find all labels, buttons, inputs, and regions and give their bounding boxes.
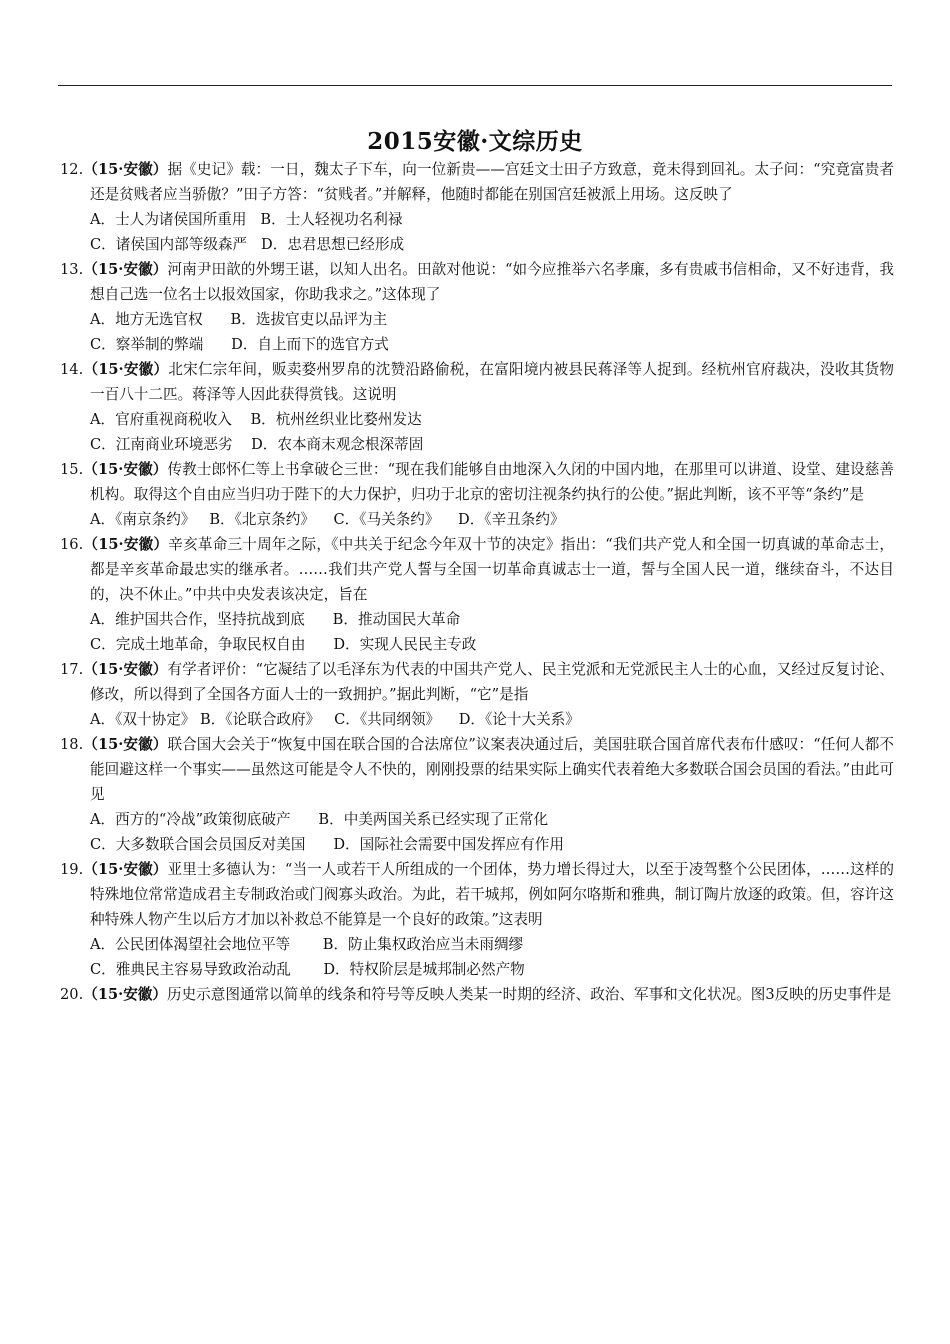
option-line: C．雅典民主容易导致政治动乱 D．特权阶层是城邦制必然产物 <box>90 961 525 978</box>
option-line: A．地方无选官权 B．选拔官吏以品评为主 <box>90 311 388 328</box>
question-stem: 亚里士多德认为：“当一人或若干人所组成的一个团体，势力增长得过大，以至于凌驾整个公民团体，……这样的特殊地位常常造成君主专制政治或门阀寡头政治。为此，若干城邦，例如阿尔咯斯和雅典，制订陶片放逐的政策。但，容许这种特殊人物产生以后方才加以补救总不能算是一个良好的政策。”这表明 <box>90 861 895 928</box>
question-12 <box>60 157 894 257</box>
question-number: 17. <box>60 661 84 678</box>
option-line: A．士人为诸侯国所重用 B．士人轻视功名利禄 <box>90 211 403 228</box>
question-number: 13. <box>60 261 84 278</box>
option-line: C．江南商业环境恶劣 D．农本商末观念根深蒂固 <box>90 436 424 453</box>
header-rule <box>58 85 892 86</box>
option-line: C．大多数联合国会员国反对美国 D．国际社会需要中国发挥应有作用 <box>90 836 564 853</box>
question-stem: 有学者评价：“它凝结了以毛泽东为代表的中国共产党人、民主党派和无党派民主人士的心血，又经过反复讨论、修改，所以得到了全国各方面人士的一致拥护。”据此判断，“它”是指 <box>90 661 895 703</box>
source-tag: （15·安徽） <box>83 536 169 553</box>
question-number: 15. <box>60 461 84 478</box>
question-number: 19. <box>60 861 84 878</box>
source-tag: （15·安徽） <box>83 161 168 178</box>
question-stem: 传教士郎怀仁等上书拿破仑三世：“现在我们能够自由地深入久闭的中国内地，在那里可以讲道、设堂、建设慈善机构。取得这个自由应当归功于陛下的大力保护，归功于北京的密切注视条约执行的公使。”据此判断，该不平等“条约”是 <box>90 461 895 503</box>
question-number: 14. <box>60 361 84 378</box>
option-line: A．《双十协定》 B．《论联合政府》 C．《共同纲领》 D．《论十大关系》 <box>90 711 580 728</box>
option-line: A．《南京条约》 B．《北京条约》 C．《马关条约》 D．《辛丑条约》 <box>90 511 565 528</box>
question-stem: 北宋仁宗年间，贩卖婺州罗帛的沈赞沿路偷税，在富阳境内被县民蒋泽等人捉到。经杭州官府裁决，没收其货物一百八十二匹。蒋泽等人因此获得赏钱。这说明 <box>90 361 894 403</box>
question-number: 18. <box>60 736 84 753</box>
source-tag: （15·安徽） <box>83 461 168 478</box>
question-17 <box>60 657 894 732</box>
source-tag: （15·安徽） <box>83 986 167 1003</box>
question-stem: 河南尹田歆的外甥王谌，以知人出名。田歆对他说：“如今应推举六名孝廉，多有贵戚书信相命，又不好违背，我想自己选一位名士以报效国家，你助我求之。”这体现了 <box>90 261 895 303</box>
option-line: C．察举制的弊端 D．自上而下的选官方式 <box>90 336 389 353</box>
question-number: 16. <box>60 536 84 553</box>
question-stem: 据《史记》载：一日，魏太子下车，向一位新贵——宫廷文士田子方致意，竟未得到回礼。太子问：“究竟富贵者还是贫贱者应当骄傲？”田子方答：“贫贱者。”并解释，他随时都能在别国宫廷被派上用场。这反映了 <box>90 161 895 203</box>
option-line: C．诸侯国内部等级森严 D．忠君思想已经形成 <box>90 236 405 253</box>
question-14 <box>60 357 894 457</box>
option-line: A．西方的“冷战”政策彻底破产 B．中美两国关系已经实现了正常化 <box>90 811 549 828</box>
question-number: 12. <box>60 161 84 178</box>
question-number: 20. <box>60 986 84 1003</box>
option-line: C．完成土地革命，争取民权自由 D．实现人民民主专政 <box>90 636 477 653</box>
option-line: A．维护国共合作，坚持抗战到底 B．推动国民大革命 <box>90 611 461 628</box>
question-16 <box>60 532 894 657</box>
option-line: A．公民团体渴望社会地位平等 B．防止集权政治应当未雨绸缪 <box>90 936 524 953</box>
source-tag: （15·安徽） <box>83 661 168 678</box>
question-19 <box>60 857 894 982</box>
question-stem: 历史示意图通常以简单的线条和符号等反映人类某一时期的经济、政治、军事和文化状况。图3反映的历史事件是 <box>166 986 892 1003</box>
question-stem: 辛亥革命三十周年之际，《中共关于纪念今年双十节的决定》指出：“我们共产党人和全国一切真诚的革命志士，都是辛亥革命最忠实的继承者。……我们共产党人誓与全国一切革命真诚志士一道，誓与全国人民一道，继续奋斗，不达目的，决不休止。”中共中央发表该决定，旨在 <box>90 536 894 603</box>
question-list <box>60 157 894 1007</box>
source-tag: （15·安徽） <box>83 261 168 278</box>
source-tag: （15·安徽） <box>83 361 169 378</box>
option-line: A．官府重视商税收入 B．杭州丝织业比婺州发达 <box>90 411 422 428</box>
question-18 <box>60 732 894 857</box>
source-tag: （15·安徽） <box>83 861 168 878</box>
page-title: 2015安徽·文综历史 <box>367 128 583 155</box>
source-tag: （15·安徽） <box>83 736 168 753</box>
question-15 <box>60 457 894 532</box>
question-13 <box>60 257 894 357</box>
question-stem: 联合国大会关于“恢复中国在联合国的合法席位”议案表决通过后，美国驻联合国首席代表布什感叹：“任何人都不能回避这样一个事实——虽然这可能是令人不快的，刚刚投票的结果实际上确实代表着绝大多数联合国会员国的看法。”由此可见 <box>90 736 895 803</box>
question-20 <box>60 982 894 1007</box>
